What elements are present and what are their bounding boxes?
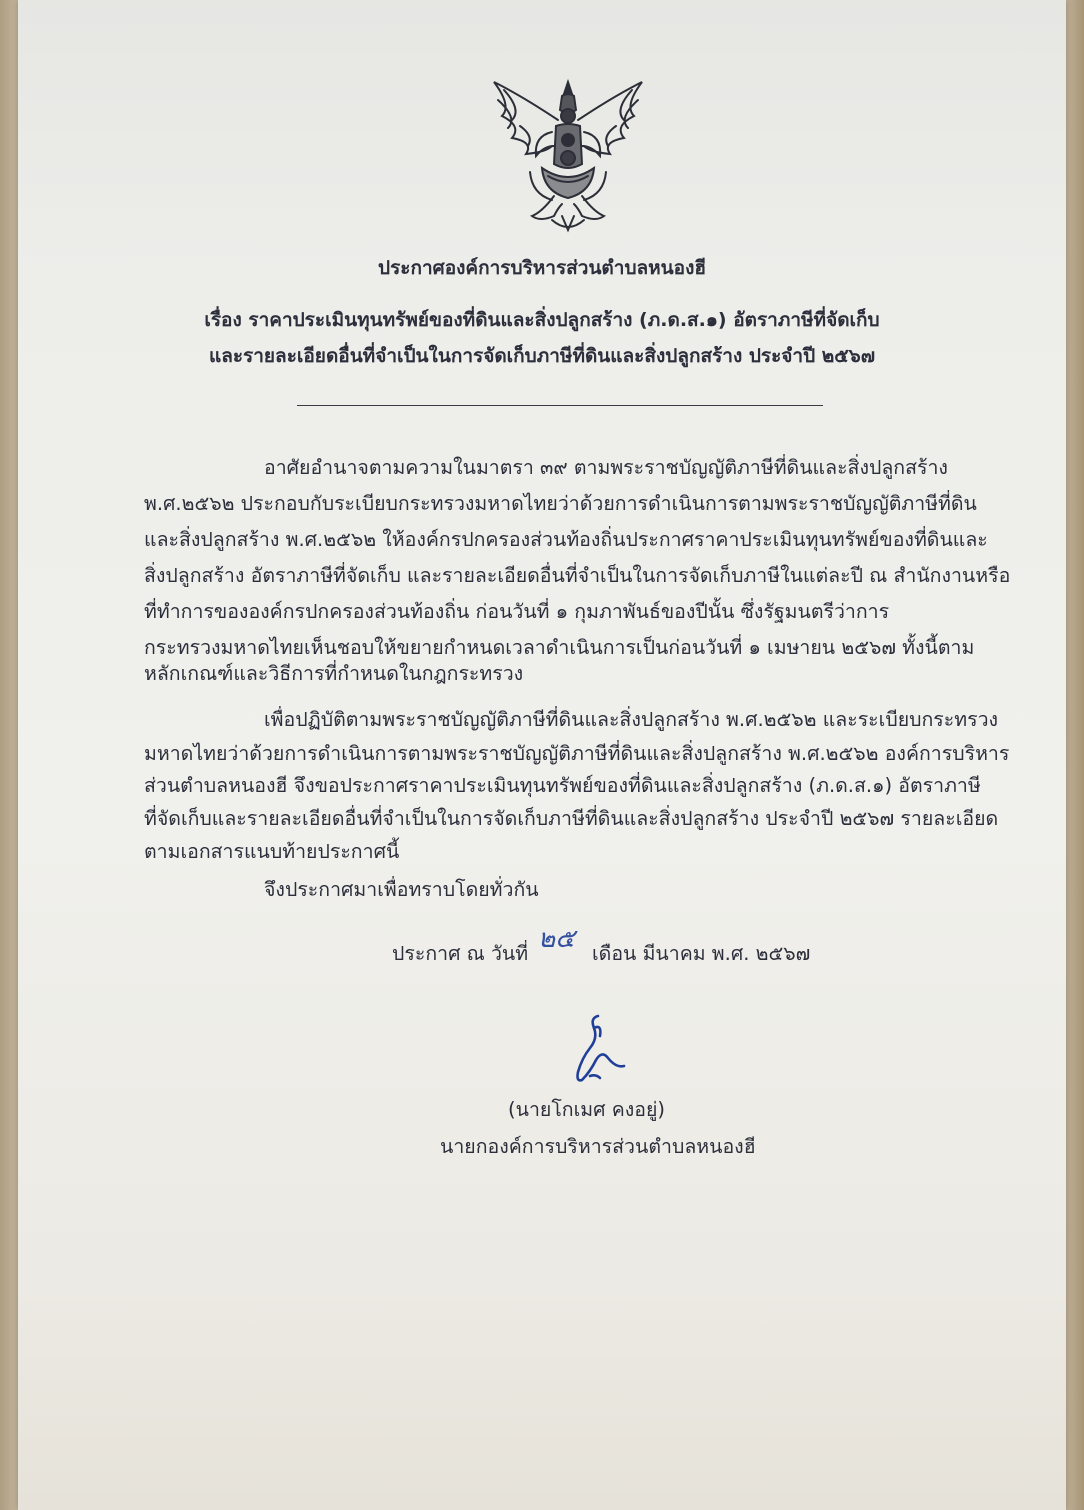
para1-line-1: อาศัยอำนาจตามความในมาตรา ๓๙ ตามพระราชบัญญัติภาษีที่ดินและสิ่งปลูกสร้าง <box>264 456 948 479</box>
signer-name: (นายโกเมศ คงอยู่) <box>508 1098 665 1121</box>
date-prefix: ประกาศ ณ วันที่ <box>392 942 529 965</box>
para1-line-5: ที่ทำการขององค์กรปกครองส่วนท้องถิ่น ก่อนวันที่ ๑ กุมภาพันธ์ของปีนั้น ซึ่งรัฐมนตรีว่าการ <box>144 600 890 623</box>
para2-line-2: มหาดไทยว่าด้วยการดำเนินการตามพระราชบัญญัติภาษีที่ดินและสิ่งปลูกสร้าง พ.ศ.๒๕๖๒ องค์การบริหาร <box>144 742 1010 765</box>
para1-line-3: และสิ่งปลูกสร้าง พ.ศ.๒๕๖๒ ให้องค์กรปกครองส่วนท้องถิ่นประกาศราคาประเมินทุนทรัพย์ของที่ดินและ <box>144 528 988 551</box>
signature-icon <box>560 1010 640 1090</box>
para2-line-1: เพื่อปฏิบัติตามพระราชบัญญัติภาษีที่ดินและสิ่งปลูกสร้าง พ.ศ.๒๕๖๒ และระเบียบกระทรวง <box>264 708 999 731</box>
closing-statement: จึงประกาศมาเพื่อทราบโดยทั่วกัน <box>264 878 539 901</box>
para1-line-2: พ.ศ.๒๕๖๒ ประกอบกับระเบียบกระทรวงมหาดไทยว่าด้วยการดำเนินการตามพระราชบัญญัติภาษีที่ดิน <box>144 492 977 515</box>
signer-position: นายกองค์การบริหารส่วนตำบลหนองฮี <box>440 1135 756 1158</box>
para2-line-4: ที่จัดเก็บและรายละเอียดอื่นที่จำเป็นในการจัดเก็บภาษีที่ดินและสิ่งปลูกสร้าง ประจำปี ๒๕๖๗ รายละเอียด <box>144 807 999 830</box>
title-divider <box>297 405 823 406</box>
date-day-handwritten: ๒๕ <box>538 924 575 954</box>
para2-line-3: ส่วนตำบลหนองฮี จึงขอประกาศราคาประเมินทุนทรัพย์ของที่ดินและสิ่งปลูกสร้าง (ภ.ด.ส.๑) อัตราภาษี <box>144 774 981 797</box>
para1-line-6: กระทรวงมหาดไทยเห็นชอบให้ขยายกำหนดเวลาดำเนินการเป็นก่อนวันที่ ๑ เมษายน ๒๕๖๗ ทั้งนี้ตาม <box>144 636 975 659</box>
para1-line-7: หลักเกณฑ์และวิธีการที่กำหนดในกฎกระทรวง <box>144 662 524 685</box>
subject-line-1: เรื่อง ราคาประเมินทุนทรัพย์ของที่ดินและสิ่งปลูกสร้าง (ภ.ด.ส.๑) อัตราภาษีที่จัดเก็บ <box>204 309 880 331</box>
subject-line-2: และรายละเอียดอื่นที่จำเป็นในการจัดเก็บภาษีที่ดินและสิ่งปลูกสร้าง ประจำปี ๒๕๖๗ <box>208 345 876 367</box>
date-suffix: เดือน มีนาคม พ.ศ. ๒๕๖๗ <box>592 942 811 965</box>
para2-line-5: ตามเอกสารแนบท้ายประกาศนี้ <box>144 840 400 863</box>
announcement-org-title: ประกาศองค์การบริหารส่วนตำบลหนองฮี <box>378 257 706 279</box>
para1-line-4: สิ่งปลูกสร้าง อัตราภาษีที่จัดเก็บ และรายละเอียดอื่นที่จำเป็นในการจัดเก็บภาษีในแต่ละปี ณ สำนักงานหรือ <box>144 564 1011 587</box>
garuda-emblem-icon <box>482 76 654 236</box>
